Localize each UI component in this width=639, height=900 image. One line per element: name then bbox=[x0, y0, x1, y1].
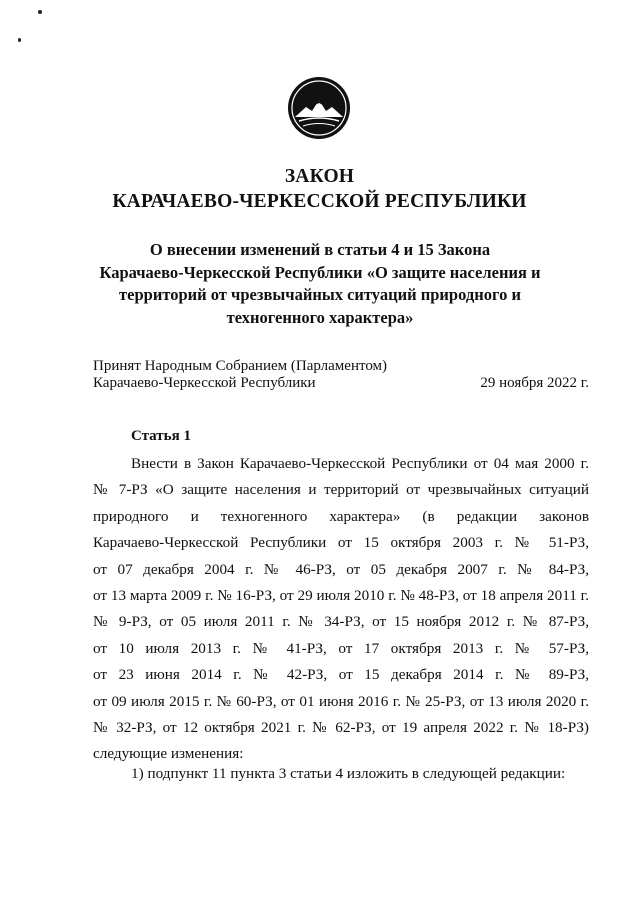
scan-speck bbox=[38, 10, 42, 14]
law-subject bbox=[90, 239, 550, 329]
scan-speck bbox=[18, 38, 21, 42]
subject-line: О внесении изменений в статьи 4 и 15 Закона bbox=[149, 240, 491, 259]
article-heading: Статья 1 bbox=[131, 428, 191, 444]
adoption-republic: Карачаево-Черкесской Республики bbox=[93, 375, 316, 391]
body-line: Внести в Закон Карачаево-Черкесской Республики от 04 мая 2000 г. bbox=[131, 455, 589, 472]
mountain-seal-icon bbox=[287, 76, 351, 140]
body-line: № 32-РЗ, от 12 октября 2021 г. № 62-РЗ, от 19 апреля 2022 г. № 18-РЗ) bbox=[93, 719, 589, 737]
adoption-body: Принят Народным Собранием (Парламентом) bbox=[93, 358, 388, 374]
body-line: от 10 июля 2013 г. № 41-РЗ, от 17 октября 2013 г. № 57-РЗ, bbox=[93, 639, 589, 657]
body-line: следующие изменения: bbox=[93, 745, 244, 763]
subject-line: техногенного характера» bbox=[226, 307, 414, 327]
adoption-date: 29 ноября 2022 г. bbox=[480, 375, 589, 391]
law-title: ЗАКОН bbox=[284, 166, 355, 187]
body-line: от 07 декабря 2004 г. № 46-РЗ, от 05 декабря 2007 г. № 84-РЗ, bbox=[93, 560, 589, 578]
article-body bbox=[93, 451, 589, 768]
amendment-item: 1) подпункт 11 пункта 3 статьи 4 изложить в следующей редакции: bbox=[131, 765, 566, 782]
body-line: № 9-РЗ, от 05 июля 2011 г. № 34-РЗ, от 15 ноября 2012 г. № 87-РЗ, bbox=[93, 613, 589, 631]
body-line: Карачаево-Черкесской Республики от 15 октября 2003 г. № 51-РЗ, bbox=[93, 534, 589, 552]
subject-line: территорий от чрезвычайных ситуаций природного и bbox=[119, 285, 521, 304]
subject-line: Карачаево-Черкесской Республики «О защите населения и bbox=[99, 262, 541, 282]
body-line: от 13 марта 2009 г. № 16-РЗ, от 29 июля 2010 г. № 48-РЗ, от 18 апреля 2011 г. bbox=[93, 587, 589, 605]
body-line: от 09 июля 2015 г. № 60-РЗ, от 01 июня 2016 г. № 25-РЗ, от 13 июля 2020 г. bbox=[93, 692, 589, 710]
body-line: № 7-РЗ «О защите населения и территорий от чрезвычайных ситуаций bbox=[93, 481, 589, 499]
law-republic-title: КАРАЧАЕВО-ЧЕРКЕССКОЙ РЕСПУБЛИКИ bbox=[112, 191, 527, 212]
body-line: от 23 июня 2014 г. № 42-РЗ, от 15 декабря 2014 г. № 89-РЗ, bbox=[93, 666, 589, 684]
body-line: природного и техногенного характера» (в редакции законов bbox=[93, 507, 589, 525]
